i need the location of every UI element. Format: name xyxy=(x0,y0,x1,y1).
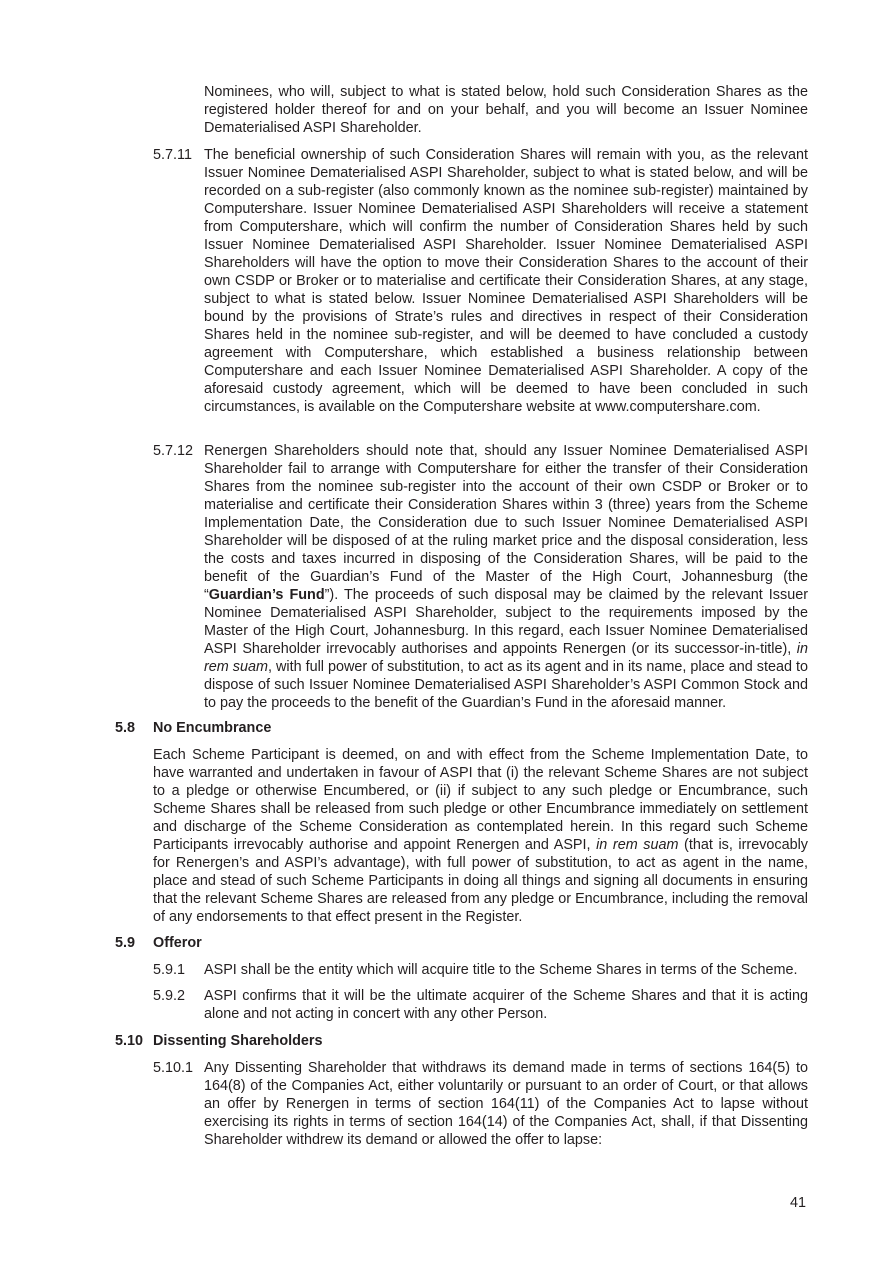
clause-5-9-1-text: ASPI shall be the entity which will acquire title to the Scheme Shares in terms of the Scheme. xyxy=(204,962,798,978)
section-5-8-italic: in rem suam xyxy=(596,837,679,853)
section-number-5-9: 5.9 xyxy=(115,935,136,951)
clause-5-7-12-text-c: , with full power of substitution, to act as its agent and in its name, place and stead to dispose of such Issuer Nominee Dematerialised ASPI Shareholder’s ASPI Common Stock and to pay the proceeds to the benefit of the Guardian’s Fund in the aforesaid manner. xyxy=(204,659,808,711)
clause-5-7-11-text: The beneficial ownership of such Consideration Shares will remain with you, as the relevant Issuer Nominee Dematerialised ASPI Shareholder, subject to what is stated below, and will be recorded on a sub-register (also commonly known as the nominee sub-register) maintained by Computershare. Issuer Nominee Dematerialised ASPI Shareholders will receive a statement from Computershare, which will confirm the number of Consideration Shares held by such Issuer Nominee Dematerialised ASPI Shareholder. Issuer Nominee Dematerialised ASPI Shareholders will have the option to move their Consideration Shares to the account of their own CSDP or Broker or to materialise and certificate their Consideration Shares, at any stage, subject to what is stated below. Issuer Nominee Dematerialised ASPI Shareholders will be bound by the provisions of Strate’s rules and directives in respect of their Consideration Shares held in the nominee sub-register, and will be deemed to have concluded a custody agreement with Computershare, which established a business relationship between Computershare and each Issuer Nominee Dematerialised ASPI Shareholder. A copy of the aforesaid custody agreement, which will be deemed to have been concluded in such circumstances, is available on the Computershare website at www.computershare.com. xyxy=(204,147,808,415)
defined-term-guardians-fund: Guardian’s Fund xyxy=(208,587,325,603)
section-number-5-10: 5.10 xyxy=(115,1033,144,1049)
clause-5-9-2-text: ASPI confirms that it will be the ultimate acquirer of the Scheme Shares and that it is acting alone and not acting in concert with any other Person. xyxy=(204,988,808,1022)
section-title-no-encumbrance: No Encumbrance xyxy=(153,720,272,736)
clause-5-7-12-text-a: Renergen Shareholders should note that, should any Issuer Nominee Dematerialised ASPI Shareholder fail to arrange with Computershare for either the transfer of their Consideration Shares from the nominee sub-register into the account of their own CSDP or Broker or to materialise and certificate their Consideration Shares within 3 (three) years from the Scheme Implementation Date, the Consideration due to such Issuer Nominee Dematerialised ASPI Shareholder will be disposed of at the ruling market price and the disposal consideration, less the costs and taxes incurred in disposing of the Consideration Shares, will be paid to the benefit of the Guardian’s Fund of the Master of the High Court, Johannesburg (the “ xyxy=(204,443,808,603)
clause-5-7-12-text-b: ”). The proceeds of such disposal may be claimed by the relevant Issuer Nominee Dematerialised ASPI Shareholder, subject to the requirements imposed by the Master of the High Court, Johannesburg. In this regard, each Issuer Nominee Dematerialised ASPI Shareholder irrevocably authorises and appoints Renergen (or its successor-in-title), xyxy=(204,587,808,657)
section-5-8-text-a: Each Scheme Participant is deemed, on and with effect from the Scheme Implementation Date, to have warranted and undertaken in favour of ASPI that (i) the relevant Scheme Shares are not subject to a pledge or otherwise Encumbered, or (ii) if subject to any such pledge or Encumbrance, such Scheme Shares shall be released from such pledge or other Encumbrance immediately on settlement and discharge of the Scheme Consideration as contemplated herein. In this regard such Scheme Participants irrevocably authorise and appoint Renergen and ASPI, xyxy=(153,747,808,853)
section-number-5-8: 5.8 xyxy=(115,720,136,736)
clause-number-5-7-11: 5.7.11 xyxy=(153,147,192,163)
section-title-offeror: Offeror xyxy=(153,935,202,951)
clause-number-5-10-1: 5.10.1 xyxy=(153,1060,194,1076)
clause-5-7-12-text xyxy=(204,442,808,712)
section-5-8-text xyxy=(153,746,808,926)
continued-paragraph: Nominees, who will, subject to what is stated below, hold such Consideration Shares as the registered holder thereof for and on your behalf, and you will become an Issuer Nominee Dematerialised ASPI Shareholder. xyxy=(204,84,808,136)
clause-number-5-7-12: 5.7.12 xyxy=(153,443,194,459)
section-5-8-text-b: (that is, irrevocably for Renergen’s and ASPI’s advantage), with full power of substitution, to act as agent in the name, place and stead of such Scheme Participants in doing all things and signing all documents in ensuring that the relevant Scheme Shares are released from any pledge or Encumbrance, including the removal of any endorsements to that effect present in the Register. xyxy=(153,837,808,925)
clause-number-5-9-2: 5.9.2 xyxy=(153,988,186,1004)
page-number: 41 xyxy=(790,1195,807,1211)
section-title-dissenting-shareholders: Dissenting Shareholders xyxy=(153,1033,323,1049)
clause-number-5-9-1: 5.9.1 xyxy=(153,962,186,978)
clause-5-10-1-text: Any Dissenting Shareholder that withdraws its demand made in terms of sections 164(5) to 164(8) of the Companies Act, either voluntarily or pursuant to an order of Court, or that allows an offer by Renergen in terms of section 164(11) of the Companies Act to lapse without exercising its rights in terms of section 164(14) of the Companies Act, shall, if that Dissenting Shareholder withdrew its demand or allowed the offer to lapse: xyxy=(204,1060,808,1148)
clause-5-7-12-italic: in rem suam xyxy=(204,641,808,675)
